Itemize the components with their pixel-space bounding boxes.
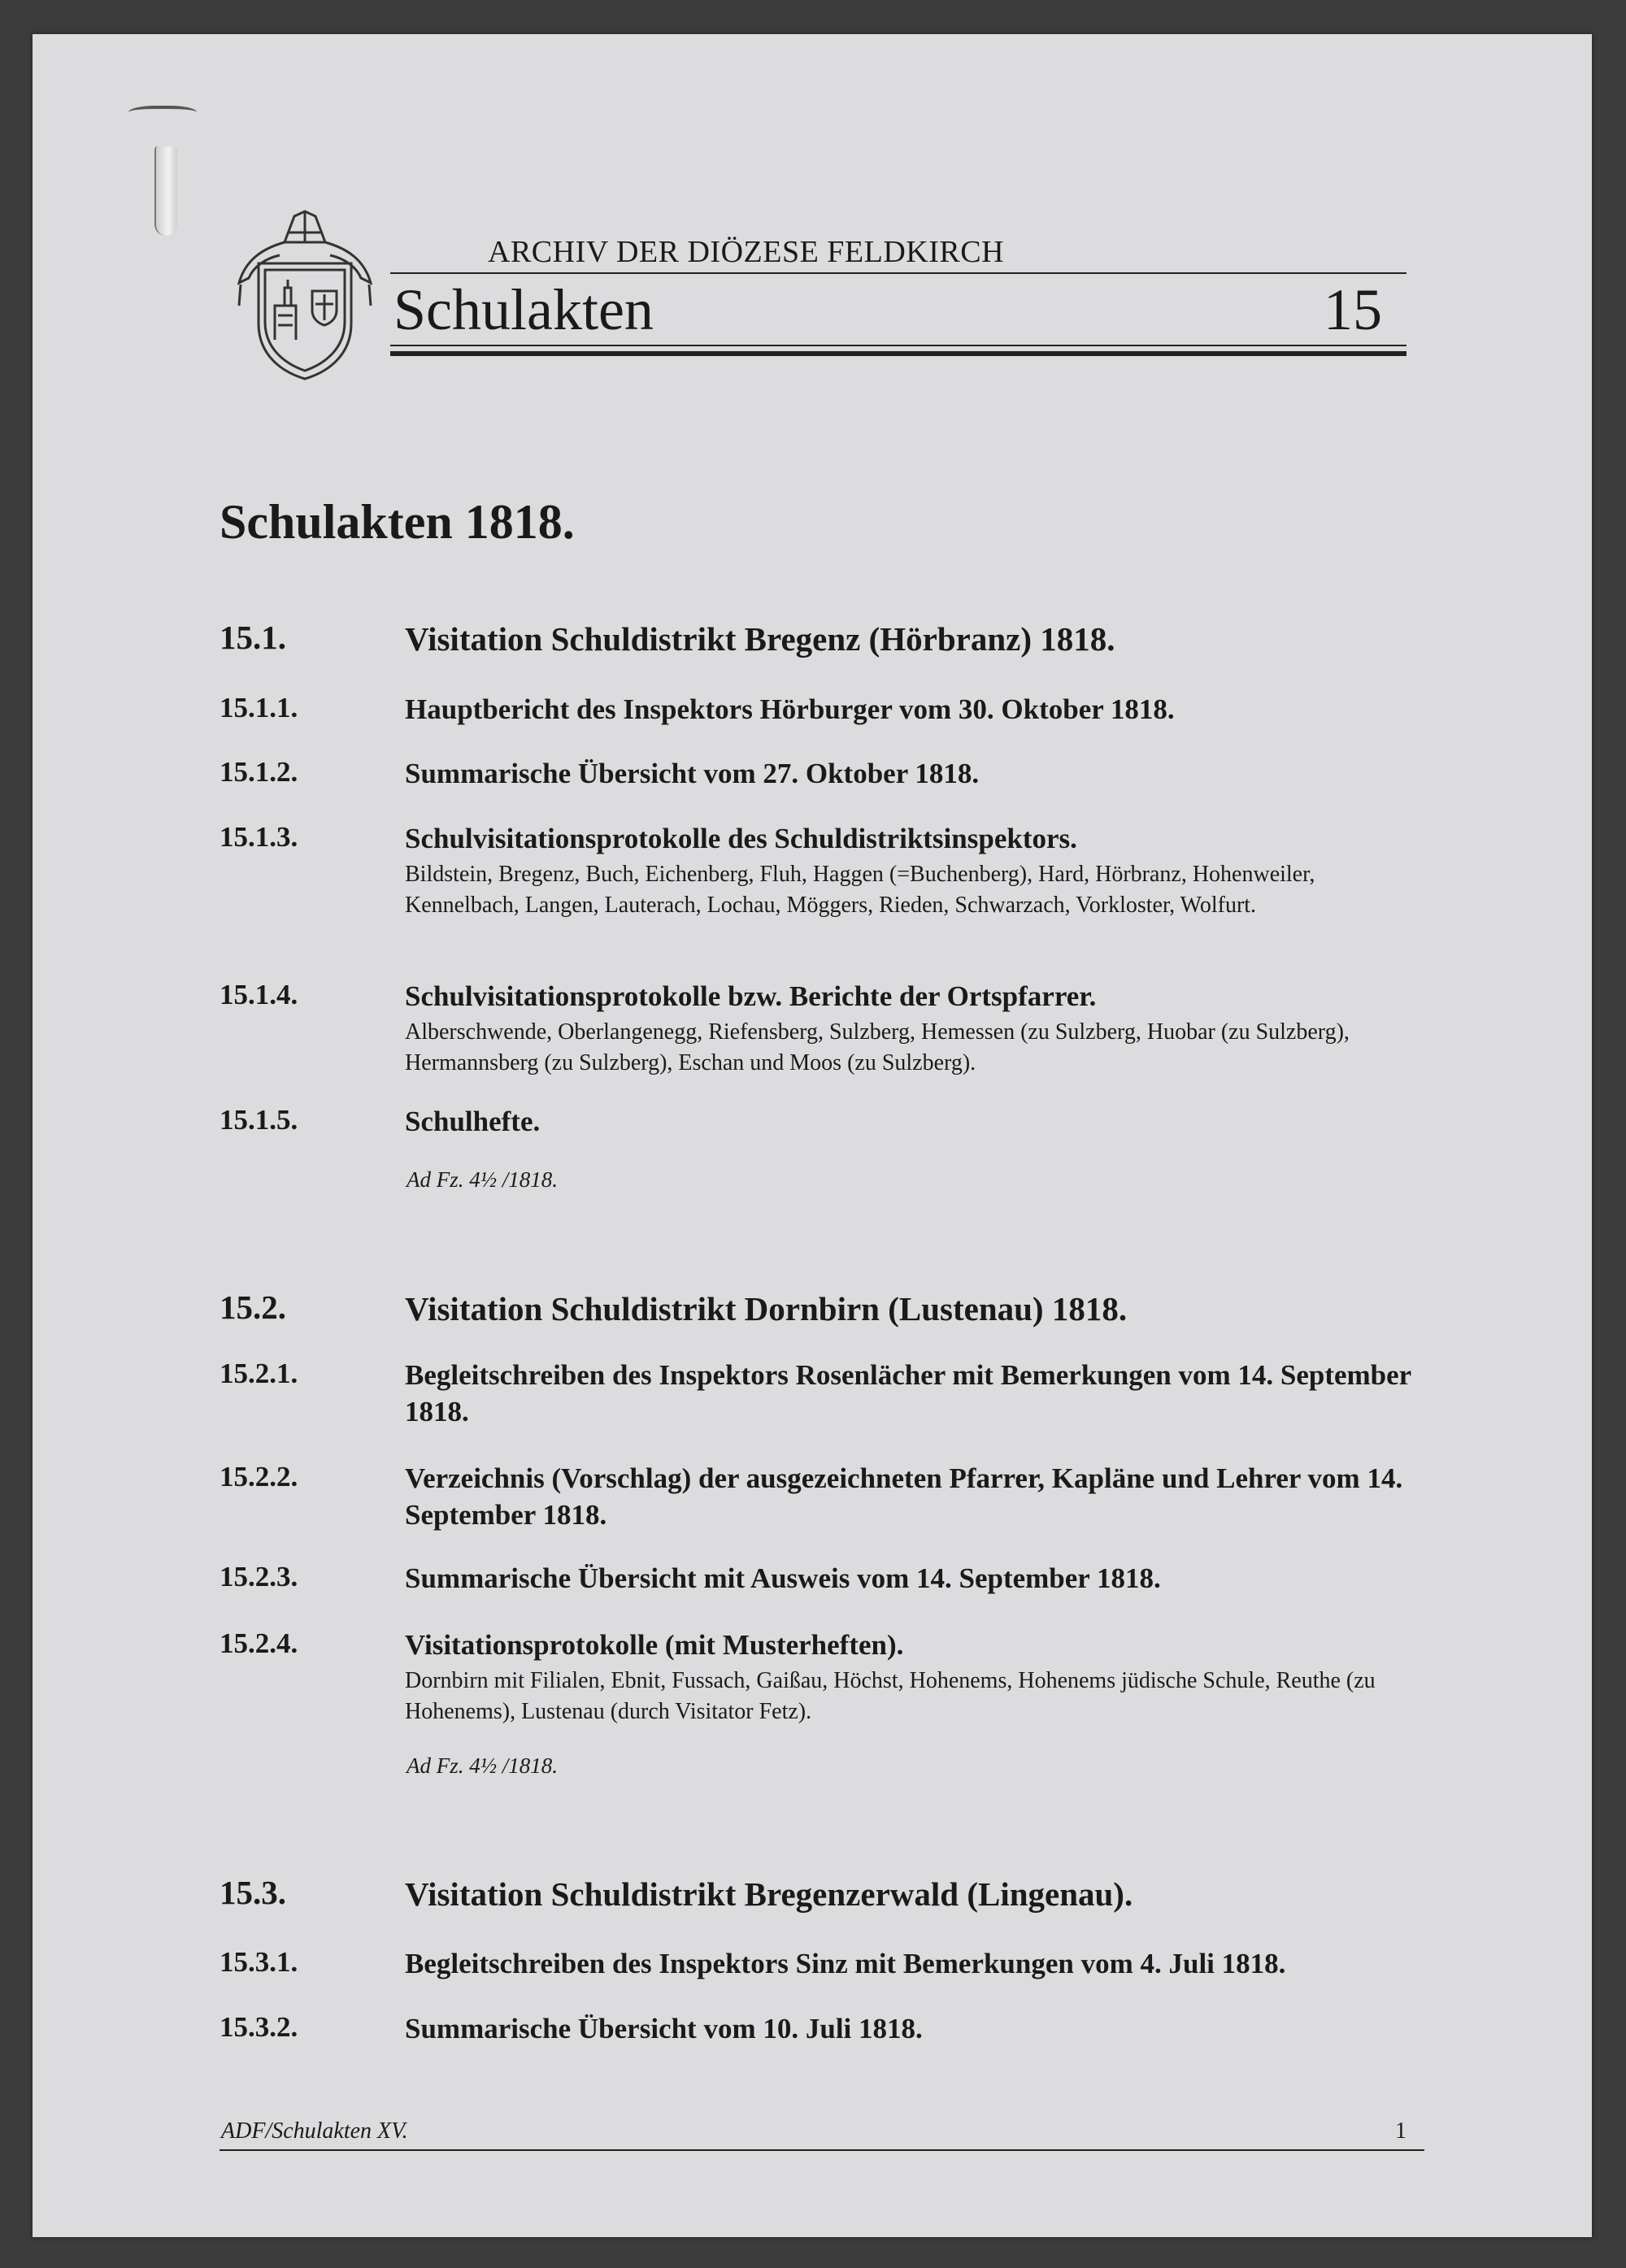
entry-text: Summarische Übersicht vom 27. Oktober 1818. [405,758,980,789]
entry-number: 15.3. [220,1874,286,1911]
entry-text: Schulhefte. [405,1106,541,1137]
entry-number: 15.1. [220,619,286,656]
entry-number: 15.3.1. [220,1946,298,1978]
entry-text: Visitation Schuldistrikt Bregenz (Hörbranz) 1818. [405,620,1115,658]
entry-text: Summarische Übersicht vom 10. Juli 1818. [405,2013,923,2044]
entry-body [405,1627,1423,1727]
entry-text: Summarische Übersicht mit Ausweis vom 14. September 1818. [405,1562,1161,1594]
entry-number: 15.1.3. [220,821,298,853]
entry-locations: Dornbirn mit Filialen, Ebnit, Fussach, Gaißau, Höchst, Hohenems, Hohenems jüdische Schule, Reuthe (zu Hohenems), Lustenau (durch Visitator Fetz). [405,1667,1376,1724]
punch-hole-tear [128,106,197,122]
entry-locations: Alberschwende, Oberlangenegg, Riefensberg, Sulzberg, Hemessen (zu Sulzberg, Huobar (zu Sulzberg), Hermannsberg (zu Sulzberg), Eschan und Moos (zu Sulzberg). [405,1019,1350,1075]
entry-number: 15.1.5. [220,1104,298,1136]
page-number: 1 [1395,2118,1406,2144]
section-title: Schulakten 1818. [220,495,575,549]
entry-number: 15.2.1. [220,1358,298,1389]
adfz-note: Ad Fz. 4½ /1818. [406,1753,558,1778]
entry-text: Begleitschreiben des Inspektors Sinz mit Bemerkungen vom 4. Juli 1818. [405,1948,1286,1979]
adfz-note: Ad Fz. 4½ /1818. [406,1167,558,1192]
entry-text: Verzeichnis (Vorschlag) der ausgezeichneten Pfarrer, Kapläne und Lehrer vom 14. September 1818. [405,1462,1403,1531]
entry-number: 15.1.4. [220,979,298,1010]
entry-number: 15.2.4. [220,1627,298,1659]
volume-number: 15 [1324,277,1382,342]
entry-number: 15.2.3. [220,1561,298,1592]
entry-text: Visitation Schuldistrikt Dornbirn (Lustenau) 1818. [405,1290,1128,1327]
entry-number: 15.1.1. [220,692,298,723]
punch-hole [154,146,177,236]
entry-text: Schulvisitationsprotokolle bzw. Berichte der Ortspfarrer. [405,980,1097,1012]
diocese-crest-icon [237,210,372,380]
page-title: Schulakten [393,277,654,342]
header-rule-top [390,272,1406,274]
entry-text: Hauptbericht des Inspektors Hörburger vom 30. Oktober 1818. [405,693,1175,725]
footer-reference: ADF/Schulakten XV. [221,2118,408,2144]
archive-name: ARCHIV DER DIÖZESE FELDKIRCH [488,235,1005,269]
entry-body [405,979,1423,1078]
entry-number: 15.2. [220,1288,286,1326]
entry-number: 15.1.2. [220,756,298,788]
entry-text: Schulvisitationsprotokolle des Schuldistriktsinspektors. [405,823,1077,854]
header-rule-thick [390,351,1406,356]
entry-number: 15.2.2. [220,1461,298,1492]
entry-text: Visitationsprotokolle (mit Musterheften). [405,1629,904,1661]
entry-text: Visitation Schuldistrikt Bregenzerwald (Lingenau). [405,1875,1133,1913]
footer-rule [220,2149,1424,2151]
entry-locations: Bildstein, Bregenz, Buch, Eichenberg, Fluh, Haggen (=Buchenberg), Hard, Hörbranz, Hohenweiler, Kennelbach, Langen, Lauterach, Lochau, Möggers, Rieden, Schwarzach, Vorkloster, Wolfurt. [405,861,1315,918]
entry-text: Begleitschreiben des Inspektors Rosenlächer mit Bemerkungen vom 14. September 1818. [405,1359,1411,1427]
header-rule-mid [390,345,1406,346]
entry-number: 15.3.2. [220,2011,298,2043]
entry-body [405,821,1423,920]
